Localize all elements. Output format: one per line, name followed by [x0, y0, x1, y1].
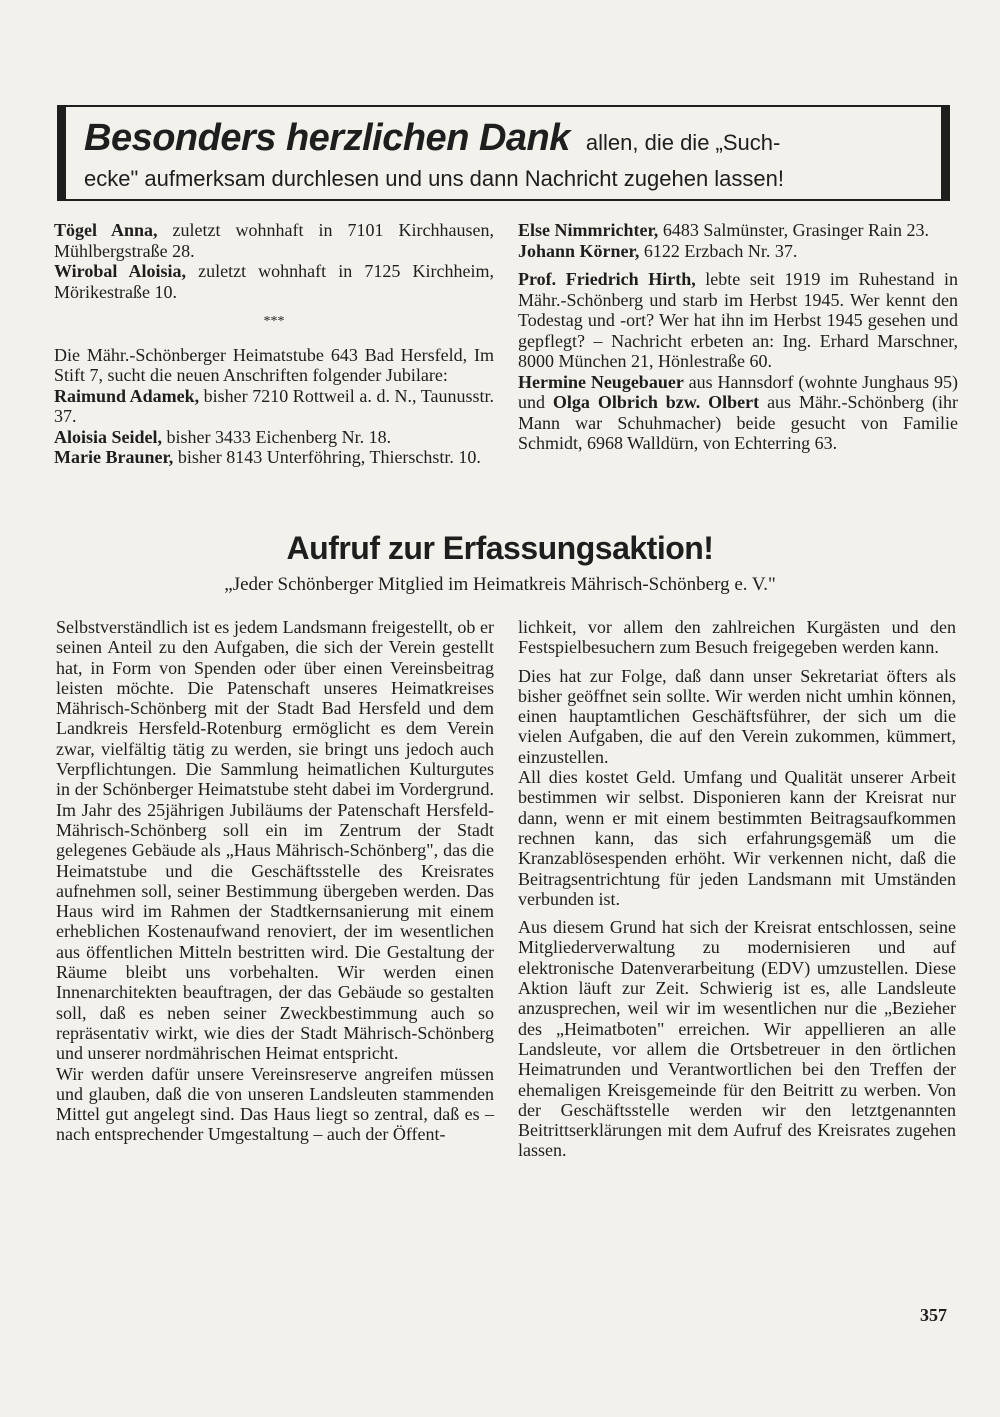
person-name: Prof. Friedrich Hirth, [518, 269, 696, 289]
entry-text: bisher 3433 Eichenberg Nr. 18. [162, 426, 392, 447]
jubilar-entry [54, 427, 494, 448]
person-name: Aloisia Seidel, [54, 426, 163, 447]
search-entry [54, 220, 494, 261]
jubilar-entry [54, 386, 494, 427]
person-name: Raimund Adamek, [54, 385, 200, 406]
article-paragraph: All dies kostet Geld. Umfang und Qualität unserer Arbeit bestimmen wir selbst. Disponieren kann der Kreisrat nur dann, wenn er mit einem bestimmten Beitragsaufkommen rechnen kann, das sich erfahrungsgemäß um die Kranzablösespenden erhöht. Wir verkennen nicht, daß die Beitragsentrichtung für jeden Landsmann mit Umständen verbunden ist. [518, 767, 956, 909]
entry-text: aus Mähr.-Schönberg (ihr Mann war Schuhmacher) beide gesucht von Familie Schmidt, 6968 Walldürn, von Echterring 63. [518, 392, 959, 453]
person-name: Wirobal Aloisia, [54, 261, 186, 281]
person-name: Marie Brauner, [54, 447, 174, 467]
article-paragraph: Wir werden dafür unsere Vereinsreserve angreifen müssen und glauben, daß die von unseren Landsleuten stammenden Mittel gut angelegt sind. Das Haus liegt so zentral, daß es – nach entsprechender Umgestaltung – auch der Öffent- [56, 1063, 494, 1145]
search-entry [518, 241, 958, 262]
entry-text: lebte seit 1919 im Ruhestand in Mähr.-Schönberg und starb im Herbst 1945. Wer kennt den Todestag und -ort? Wer hat ihn im Herbst 1945 gesehen und gepflegt? – Nachricht erbeten an: Ing. Erhard Marschner, 8000 München 21, Hönlestraße 60. [518, 269, 958, 371]
person-name: Tögel Anna, [54, 220, 158, 240]
person-name: Hermine Neugebauer [518, 371, 684, 392]
person-name: Johann Körner, [518, 240, 640, 261]
entry-text: zuletzt wohnhaft in 7101 Kirchhausen, Mühlbergstraße 28. [54, 220, 494, 261]
entry-text: zuletzt wohnhaft in 7125 Kirchheim, Mörikestraße 10. [54, 261, 494, 302]
jubilar-entry [54, 447, 494, 468]
article-paragraph: Dies hat zur Folge, daß dann unser Sekretariat öfters als bisher geöffnet sein sollte. Wir werden nicht umhin können, einen hauptamtlichen Geschäftsführer, der sich um die vielen Aufgaben, die auf den Verein zukommen, kümmert, einzustellen. [518, 665, 956, 767]
search-column-left [54, 220, 494, 468]
jubilare-intro: Die Mähr.-Schönberger Heimatstube 643 Bad Hersfeld, Im Stift 7, sucht die neuen Anschriften folgender Jubilare: [54, 344, 494, 385]
section-title: Aufruf zur Erfassungsaktion! [286, 530, 714, 566]
banner-text-line2: ecke" aufmerksam durchlesen und uns dann Nachricht zugehen lassen! [84, 166, 784, 191]
page-number: 357 [920, 1305, 947, 1325]
banner-text-line1: allen, die die „Such- [585, 130, 781, 155]
search-entry [54, 261, 494, 302]
search-column-right [518, 220, 958, 454]
search-entry [518, 220, 958, 241]
article-paragraph: lichkeit, vor allem den zahlreichen Kurgästen und den Festspielbesuchern zum Besuch freigegeben werden kann. [518, 617, 956, 658]
article-column-left [56, 617, 494, 1145]
article-paragraph: Selbstverständlich ist es jedem Landsmann freigestellt, ob er seinen Anteil zu den Aufgaben, die sich der Verein gestellt hat, in Form von Spenden oder über einen Vereinsbeitrag leisten möchte. Die Patenschaft unseres Heimatkreises Mährisch-Schönberg mit der Stadt Bad Hersfeld und dem Landkreis Hersfeld-Rotenburg ermöglicht es dem Verein zwar, vielfältig tätig zu werden, sie bringt uns jedoch auch Verpflichtungen. Die Sammlung heimatlichen Kulturgutes in der Schönberger Heimatstube steht dabei im Vordergrund. Im Jahr des 25jährigen Jubiläums der Patenschaft Hersfeld-Mährisch-Schönberg soll ein im Zentrum der Stadt gelegenes Gebäude als „Haus Mährisch-Schönberg", das die Heimatstube und die Geschäftsstelle des Kreisrates aufnehmen soll, seiner Bestimmung übergeben werden. Das Haus wird im Rahmen der Stadtkernsanierung mit einem erheblichen Kostenaufwand renoviert, der im wesentlichen aus öffentlichen Mitteln bestritten wird. Die Gestaltung der Räume bleibt uns vorbehalten. Wir werden einen Innenarchitekten beauftragen, der das Gebäude so gestalten soll, daß es neben seiner Zweckbestimmung auch so repräsentativ wirkt, wie dies der Stadt Mährisch-Schönberg und unserer nordmährischen Heimat entspricht. [56, 617, 494, 1064]
search-entry [518, 269, 958, 372]
entry-text: 6122 Erzbach Nr. 37. [639, 240, 798, 261]
section-subtitle: „Jeder Schönberger Mitglied im Heimatkreis Mährisch-Schönberg e. V." [224, 574, 776, 595]
person-name: Olga Olbrich bzw. Olbert [552, 392, 760, 412]
entry-text: 6483 Salmünster, Grasinger Rain 23. [658, 220, 930, 240]
entry-text: aus Hannsdorf (wohnte Junghaus 95) und [518, 371, 958, 412]
banner-headline: Besonders herzlichen Dank [84, 117, 570, 159]
entry-text: bisher 8143 Unterföhring, Thierschstr. 10. [173, 447, 481, 467]
search-entry [518, 372, 958, 454]
entry-text: bisher 7210 Rottweil a. d. N., Taunusstr. 37. [54, 385, 494, 426]
article-paragraph: Aus diesem Grund hat sich der Kreisrat entschlossen, seine Mitgliederverwaltung zu modernisieren und auf elektronische Datenverarbeitung (EDV) umzustellen. Diese Aktion läuft zur Zeit. Schwierig ist es, alle Landsleute anzusprechen, weil wir im wesentlichen nur die „Bezieher des „Heimatboten" erreichen. Wir appellieren an alle Landsleute, vor allem die Ortsbetreuer in den örtlichen Heimatrunden und Verantwortlichen bei den Treffen der ehemaligen Kreisgemeinde für den Beitritt zu werben. Von der Geschäftsstelle werden wir den letztgenannten Beitrittserklärungen mit dem Aufruf des Kreisrates zugehen lassen. [518, 917, 956, 1161]
banner-line [84, 117, 927, 160]
thanks-banner [57, 105, 950, 201]
article-column-right [518, 617, 956, 1161]
separator-stars: *** [263, 314, 285, 329]
person-name: Else Nimmrichter, [518, 220, 659, 240]
